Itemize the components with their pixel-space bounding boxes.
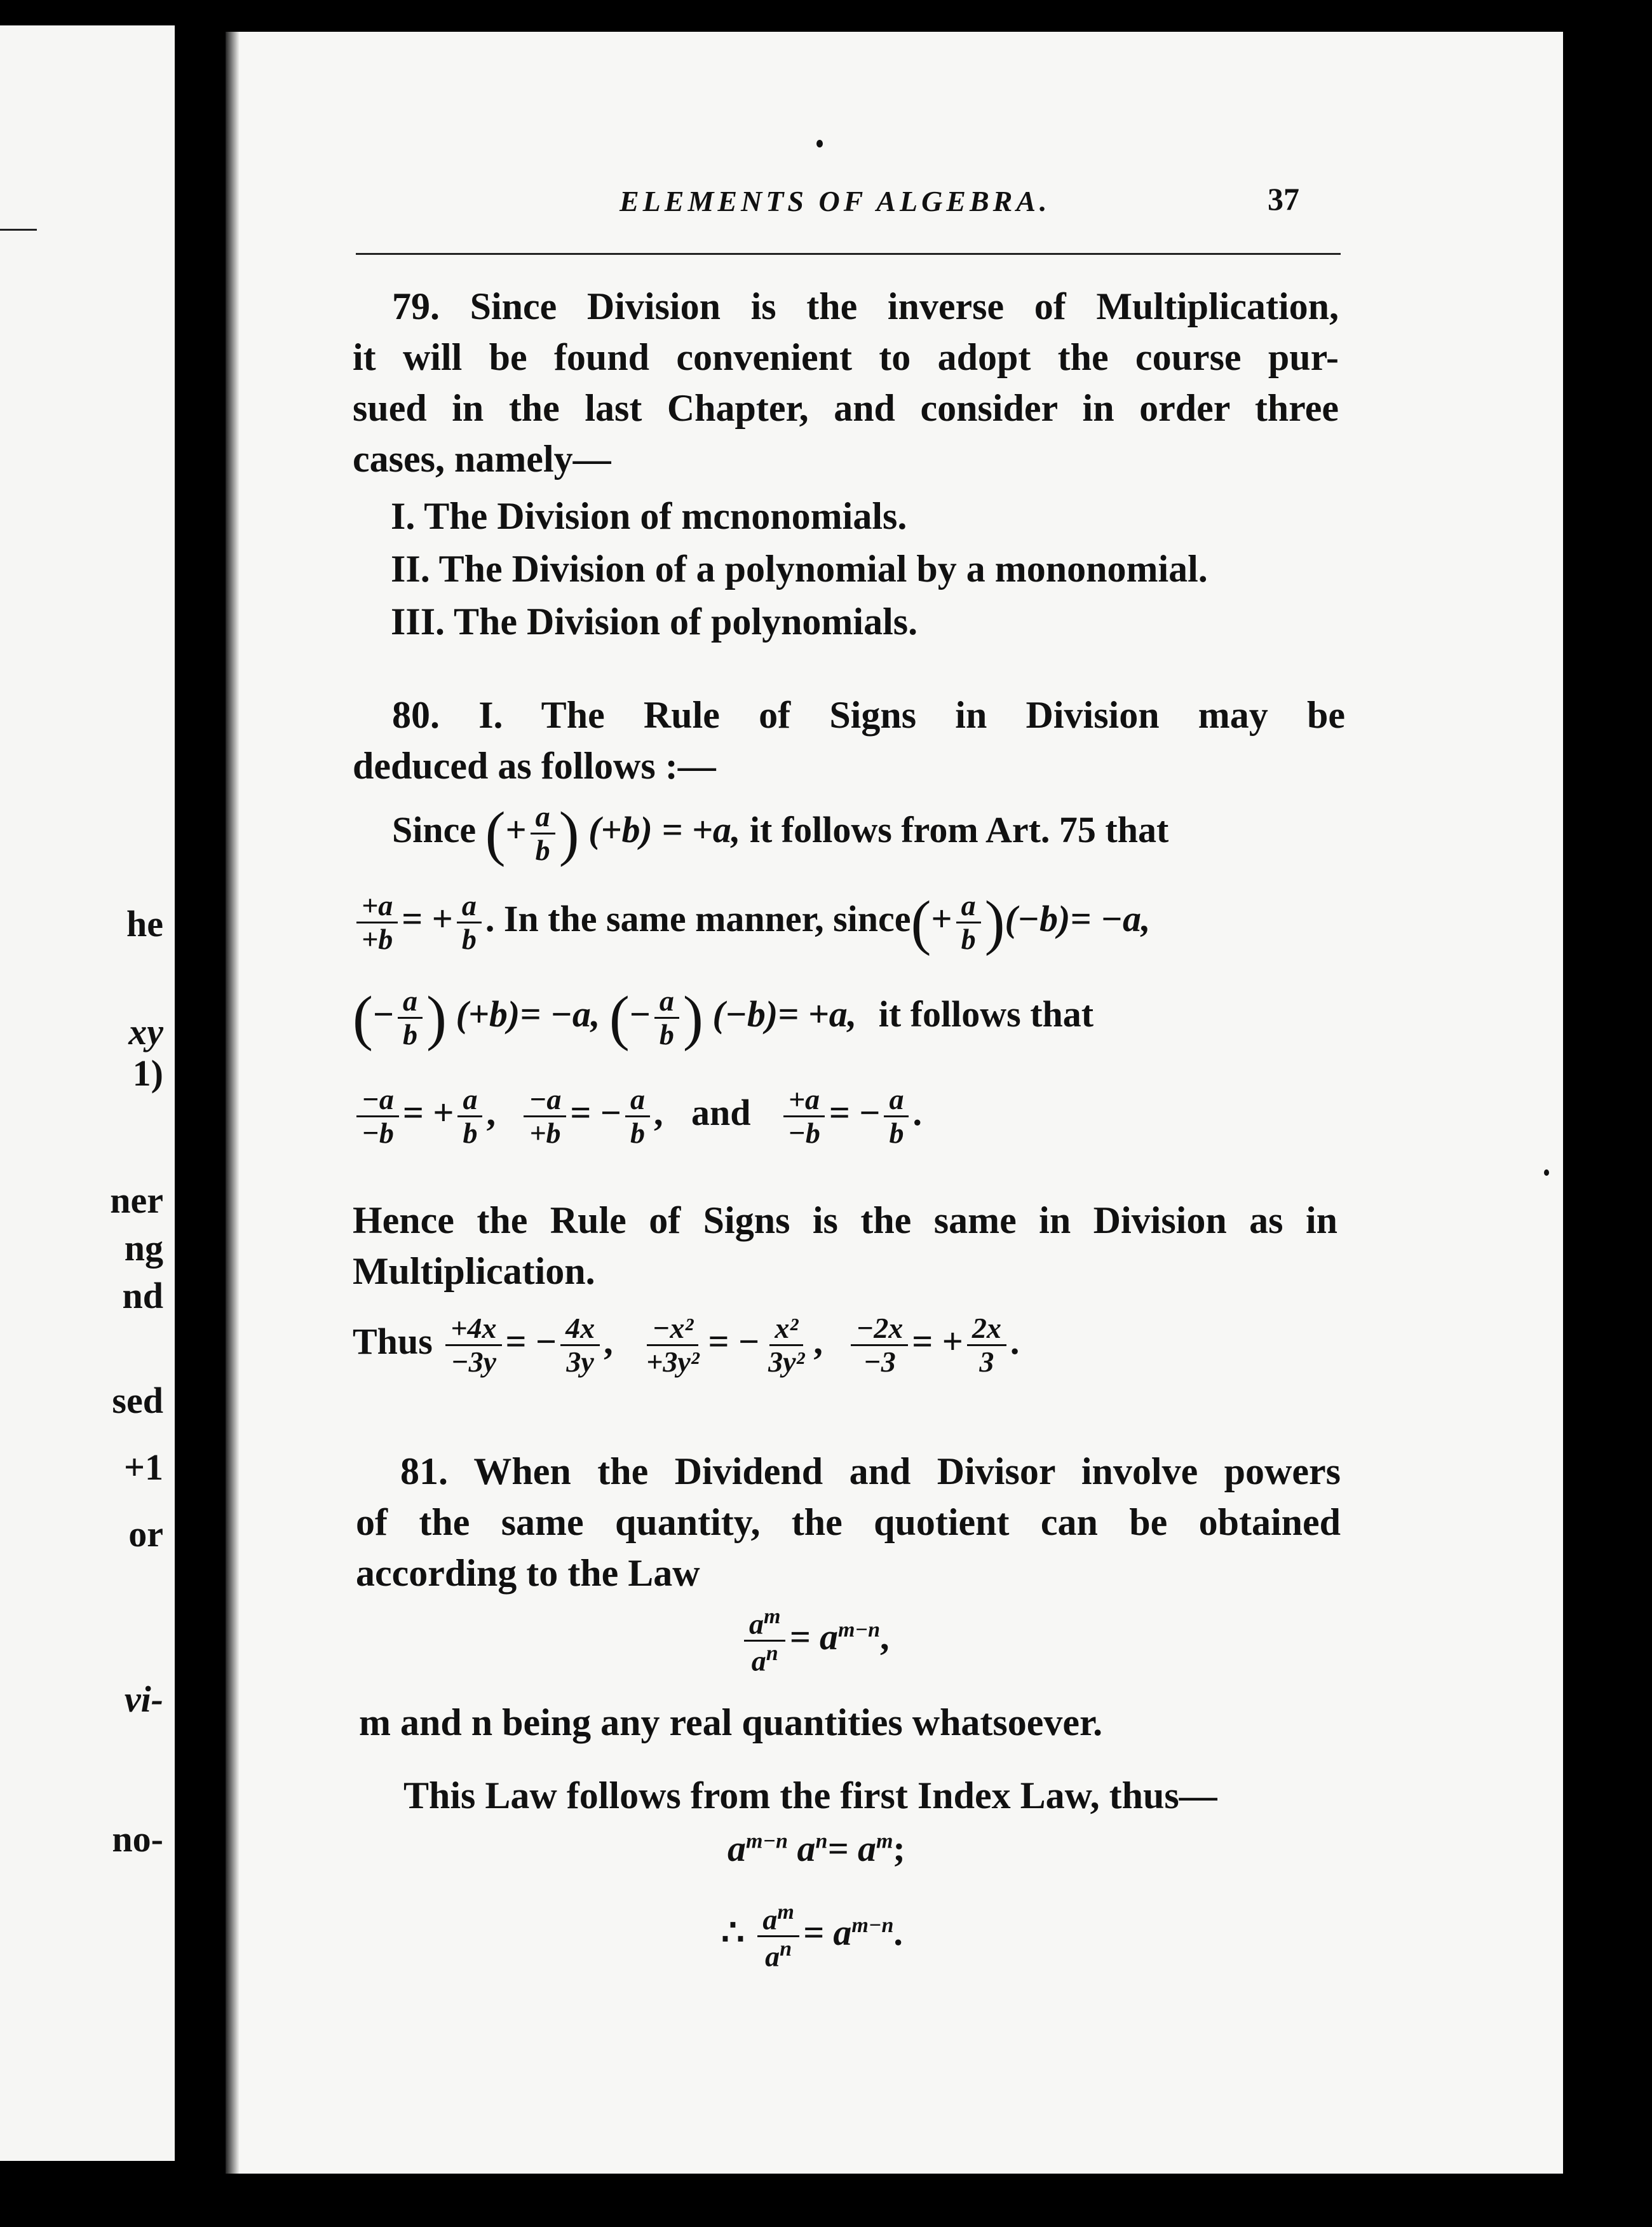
facing-fragment: vi- bbox=[124, 1679, 163, 1720]
running-title: ELEMENTS OF ALGEBRA. bbox=[620, 185, 1051, 217]
minus-equations: (− $\frac{a}{b}$ ) (+b)= −a, (− $\frac{a}{b}$ ) (−b)= +a, it follows that bbox=[353, 983, 1094, 1052]
page-header bbox=[226, 181, 1563, 242]
since-equation: Since (+ $\frac{a}{b}$ ) (+b) = +a, it follows from Art. 75 that bbox=[392, 799, 1169, 868]
same-manner-equation: $\frac{+a}{+b}$ = + $\frac{a}{b}$ . In the same manner, since(+ $\frac{a}{b}$ )(−b)= −a, bbox=[353, 890, 1151, 955]
facing-fragment: ner bbox=[110, 1180, 163, 1221]
fraction: $\frac{a}{b}$ bbox=[398, 985, 423, 1051]
facing-page-rule bbox=[0, 229, 37, 231]
art79-line: 79. Since Division is the inverse of Multiplication, bbox=[392, 285, 1339, 327]
hence-line: Hence the Rule of Signs is the same in Division as in bbox=[353, 1199, 1337, 1241]
sign-results: $\frac{-a}{-b}$ = + $\frac{a}{b}$ , $\frac{-a}{+b}$ = − $\frac{a}{b}$ , and $\frac{+a}{-b}$ = − $\frac{a}{b}$ . bbox=[353, 1084, 922, 1149]
fraction: $\frac{2x}{3}$ bbox=[967, 1312, 1006, 1378]
fraction: $\frac{4x}{3y}$ bbox=[560, 1312, 600, 1378]
being-line: m and n being any real quantities whatsoever. bbox=[359, 1701, 1103, 1743]
fraction: $\frac{a^m}{a^n}$ bbox=[757, 1900, 799, 1973]
ink-speck bbox=[816, 140, 823, 147]
index-law-conclusion: ∴ $\frac{a^m}{a^n}$ = $a^{m-n}$. bbox=[721, 1900, 903, 1973]
it-follows-text: it follows that bbox=[878, 993, 1094, 1035]
page-shadow bbox=[226, 32, 240, 2174]
facing-fragment: he bbox=[126, 903, 163, 944]
fraction: $\frac{a^m}{a^n}$ bbox=[744, 1605, 785, 1677]
fraction: $\frac{+a}{+b}$ bbox=[356, 890, 398, 955]
fraction: $\frac{+4x}{-3y}$ bbox=[445, 1312, 501, 1378]
thus-examples: Thus $\frac{+4x}{-3y}$ = − $\frac{4x}{3y}$ , $\frac{\text{−x²}}{\text{+3y²}}$ = − $\frac{\text{x²}}{\text{3y²}}$ , $\frac{-2x}{-3}$ = + $\frac{2x}{3}$ . bbox=[353, 1312, 1020, 1378]
index-law: $\frac{a^m}{a^n}$ = $a^{m-n}$, bbox=[740, 1605, 889, 1677]
since-word: Since bbox=[392, 808, 477, 850]
header-rule bbox=[356, 253, 1341, 255]
art79-line: it will be found convenient to adopt the course pur- bbox=[353, 336, 1339, 378]
art79-line: sued in the last Chapter, and consider in order three bbox=[353, 387, 1339, 429]
facing-fragment: or bbox=[128, 1513, 163, 1555]
art80-line: deduced as follows :— bbox=[353, 745, 716, 787]
art79-line: cases, namely— bbox=[353, 438, 611, 480]
page-number: 37 bbox=[1268, 181, 1299, 217]
fraction: $\frac{a}{b}$ bbox=[457, 890, 482, 955]
fraction: $\frac{a}{b}$ bbox=[884, 1084, 909, 1149]
follows-line: This Law follows from the first Index Law, thus— bbox=[403, 1774, 1217, 1816]
art81-line: of the same quantity, the quotient can be obtained bbox=[356, 1501, 1341, 1543]
facing-page bbox=[0, 25, 175, 2161]
same-manner-text: In the same manner, since bbox=[503, 897, 911, 939]
facing-fragment: xy bbox=[128, 1011, 163, 1052]
fraction: $\frac{a}{b}$ bbox=[956, 890, 981, 955]
facing-fragment: nd bbox=[122, 1275, 163, 1316]
book-page bbox=[226, 32, 1563, 2174]
fraction: $\frac{a}{b}$ bbox=[654, 985, 679, 1051]
case-item: II. The Division of a polynomial by a mononomial. bbox=[391, 548, 1208, 590]
case-item: III. The Division of polynomials. bbox=[391, 601, 918, 643]
index-law-step: $a^{m-n}$ $a^n= a^m$; bbox=[728, 1828, 905, 1869]
art81-line: according to the Law bbox=[356, 1552, 700, 1594]
fraction: $\frac{\text{x²}}{\text{3y²}}$ bbox=[768, 1312, 805, 1378]
art80-line: 80. I. The Rule of Signs in Division may be bbox=[392, 694, 1345, 736]
fraction: $\frac{-2x}{-3}$ bbox=[851, 1312, 908, 1378]
art81-line: 81. When the Dividend and Divisor involve powers bbox=[400, 1450, 1341, 1492]
facing-fragment: 1) bbox=[132, 1052, 163, 1094]
facing-fragment: no- bbox=[112, 1818, 163, 1860]
fraction: $\frac{-a}{+b}$ bbox=[524, 1084, 566, 1149]
fraction: $\frac{a}{b}$ bbox=[457, 1084, 482, 1149]
case-item: I. The Division of mcnonomials. bbox=[391, 495, 907, 537]
fraction: $\frac{-a}{-b}$ bbox=[356, 1084, 399, 1149]
facing-fragment: ng bbox=[124, 1227, 163, 1269]
ink-speck bbox=[1544, 1169, 1549, 1176]
fraction: $\frac{a}{b}$ bbox=[531, 801, 555, 866]
facing-fragment: +1 bbox=[123, 1447, 163, 1488]
fraction: $\frac{+a}{-b}$ bbox=[783, 1084, 825, 1149]
fraction: $\frac{a}{b}$ bbox=[625, 1084, 650, 1149]
facing-fragment: sed bbox=[112, 1380, 163, 1421]
since-rest: it follows from Art. 75 that bbox=[749, 808, 1169, 850]
hence-line: Multiplication. bbox=[353, 1250, 595, 1292]
fraction: $\frac{\text{−x²}}{\text{+3y²}}$ bbox=[646, 1312, 700, 1378]
